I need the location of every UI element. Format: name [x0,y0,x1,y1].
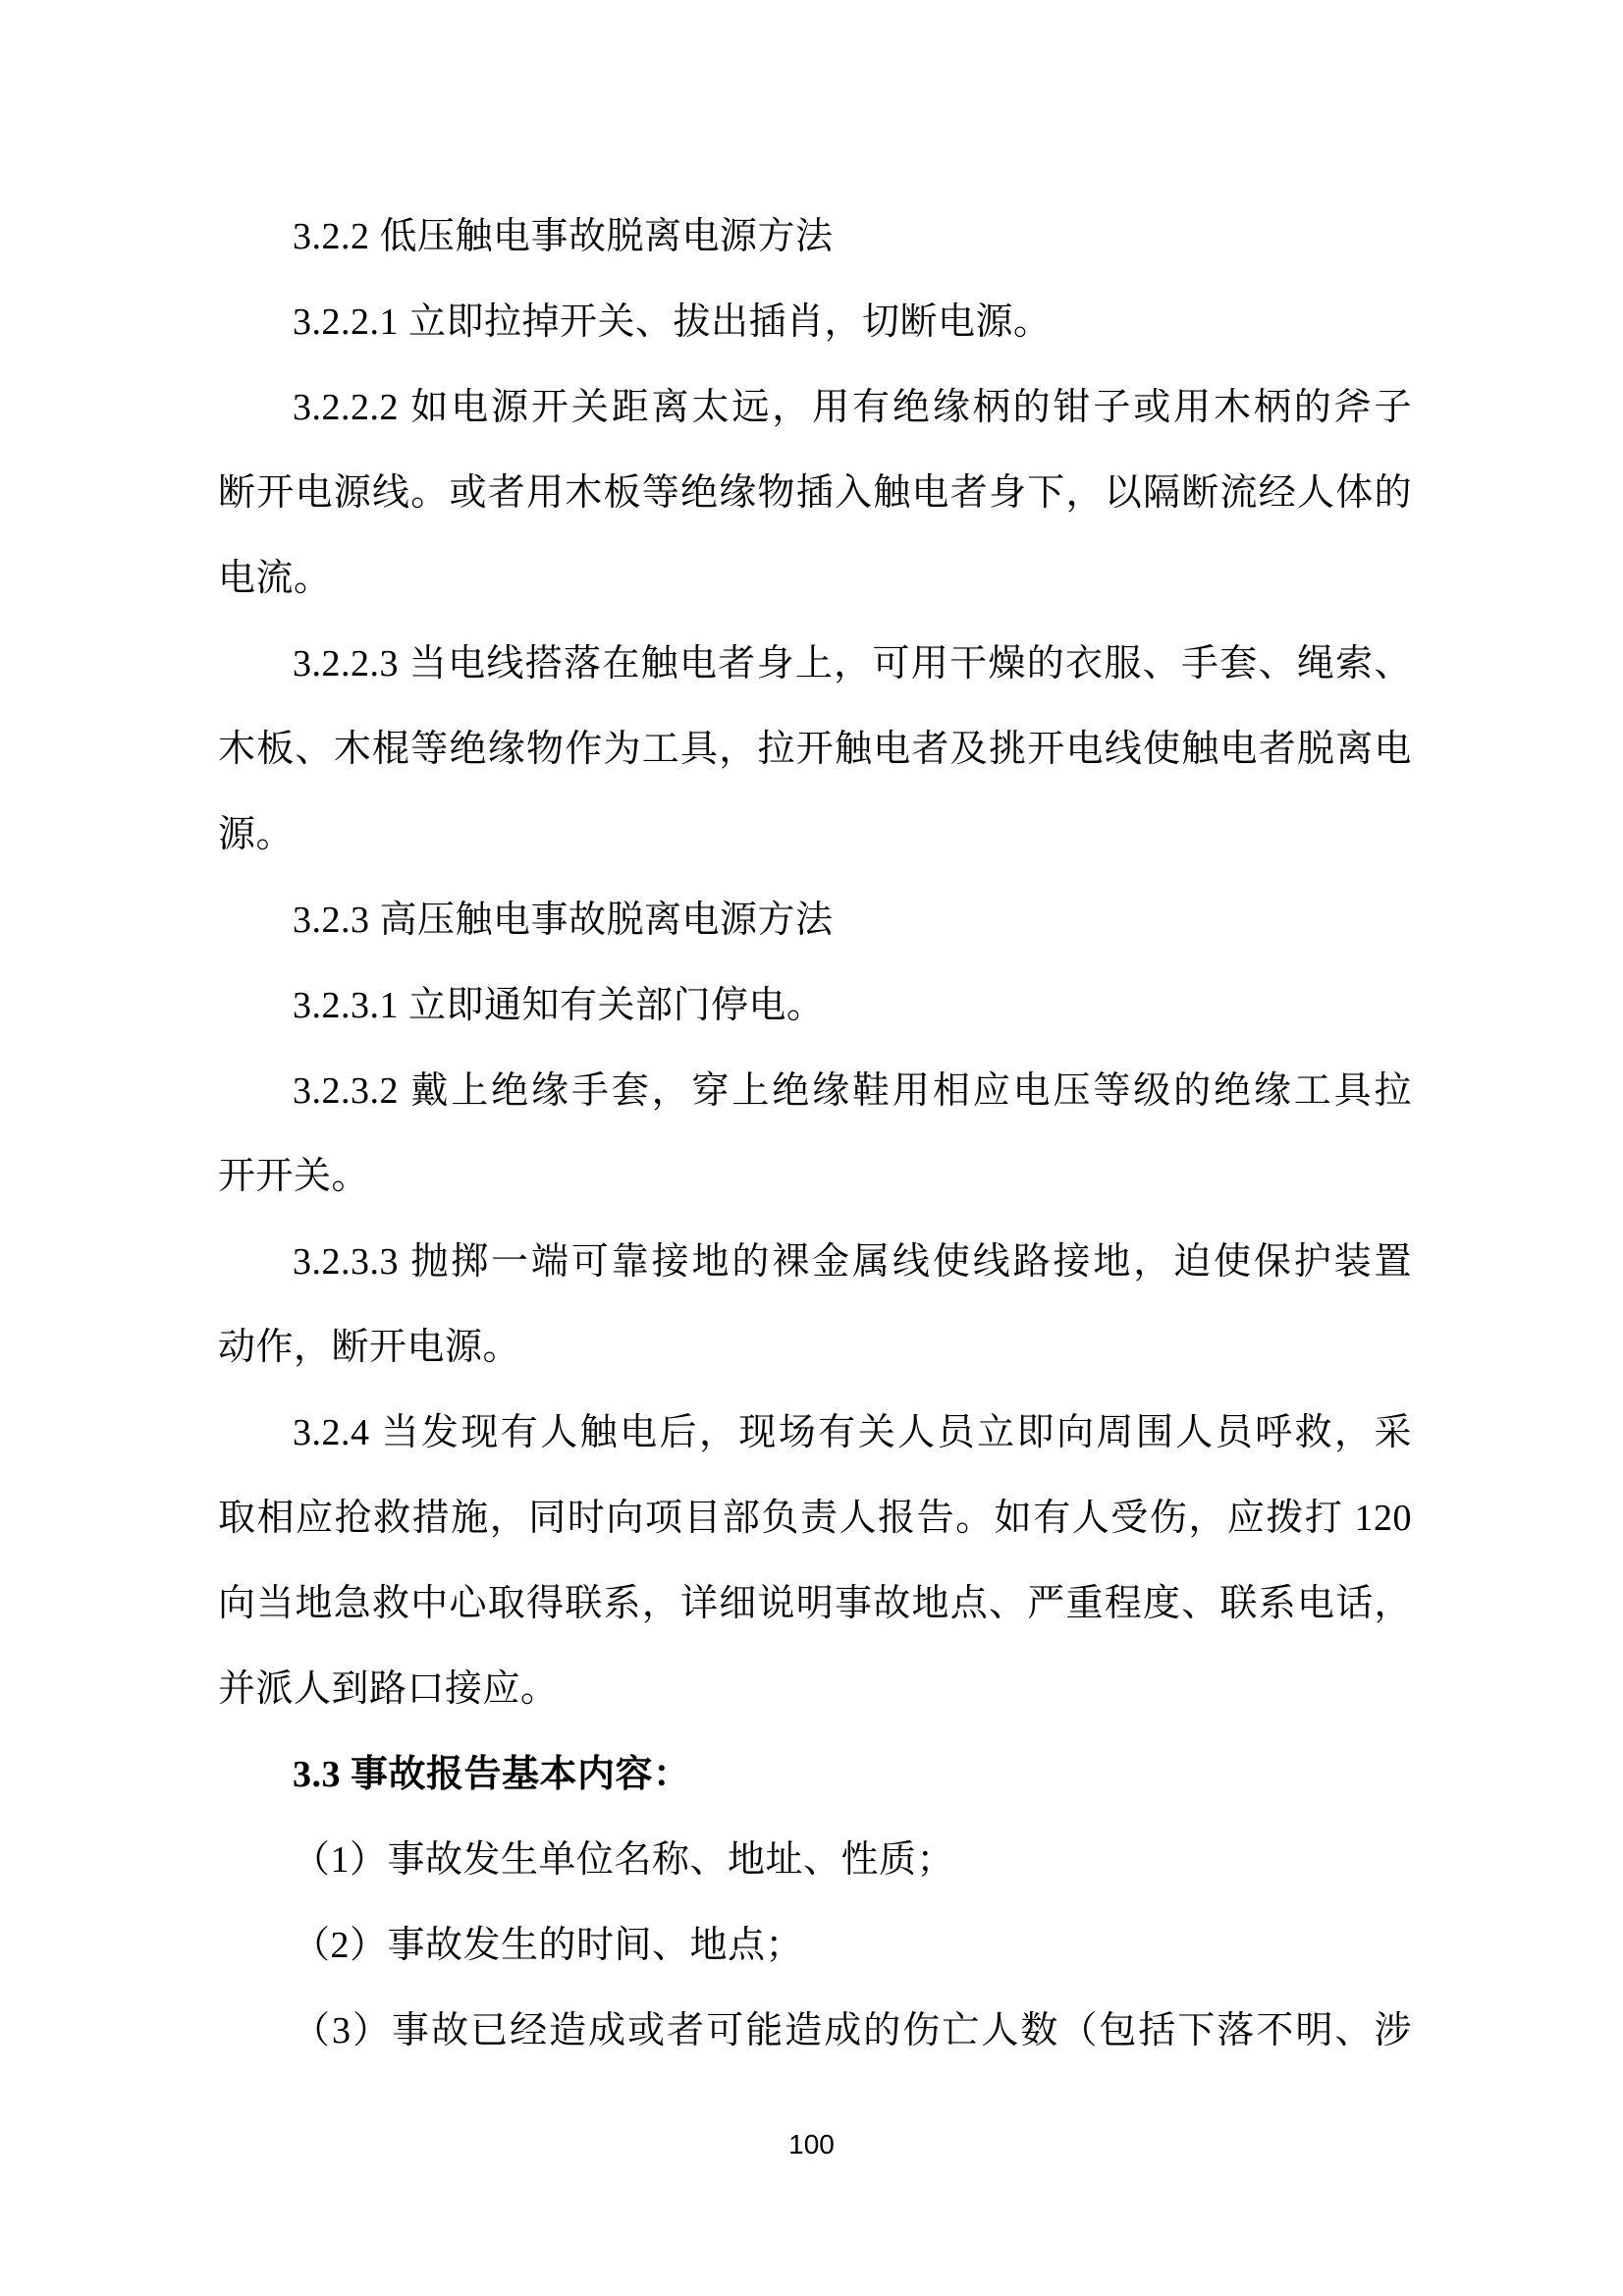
list-item: （2）事故发生的时间、地点； [293,1925,804,1966]
document-body [218,194,1412,2074]
text-line: 3.2.2.2 如电源开关距离太远，用有绝缘柄的钳子或用木柄的斧子 [293,387,1412,428]
text-line: 向当地急救中心取得联系，详细说明事故地点、严重程度、联系电话， [218,1583,1412,1624]
text-line: 3.2.4 当发现有人触电后，现场有关人员立即向周围人员呼救，采 [293,1412,1412,1453]
section-heading-3-2-2: 3.2.2 低压触电事故脱离电源方法 [293,216,834,257]
text-line: 3.2.3.2 戴上绝缘手套，穿上绝缘鞋用相应电压等级的绝缘工具拉 [293,1070,1412,1112]
text-line: 并派人到路口接应。 [218,1668,559,1710]
text-line: 断开电源线。或者用木板等绝缘物插入触电者身下，以隔断流经人体的 [218,472,1412,514]
page-number: 100 [788,2129,835,2159]
text-line: 开开关。 [218,1156,370,1197]
text-line: 3.2.2.3 当电线搭落在触电者身上，可用干燥的衣服、手套、绳索、 [293,643,1412,684]
text-line: 3.2.3.3 抛掷一端可靠接地的裸金属线使线路接地，迫使保护装置 [293,1241,1412,1283]
section-heading-3-3: 3.3 事故报告基本内容： [293,1754,691,1795]
list-item: （1）事故发生单位名称、地址、性质； [293,1839,955,1881]
text-line: 3.2.2.1 立即拉掉开关、拔出插肖，切断电源。 [293,301,1052,343]
text-line: 源。 [218,814,295,855]
text-line: 取相应抢救措施，同时向项目部负责人报告。如有人受伤，应拨打 120 [218,1498,1412,1539]
text-line: 3.2.3.1 立即通知有关部门停电。 [293,985,825,1026]
text-line: 电流。 [218,558,332,599]
list-item: （3）事故已经造成或者可能造成的伤亡人数（包括下落不明、涉 [293,2010,1412,2051]
text-line: 动作，断开电源。 [218,1327,521,1368]
text-line: 木板、木棍等绝缘物作为工具，拉开触电者及挑开电线使触电者脱离电 [218,729,1412,770]
section-heading-3-2-3: 3.2.3 高压触电事故脱离电源方法 [293,900,834,941]
